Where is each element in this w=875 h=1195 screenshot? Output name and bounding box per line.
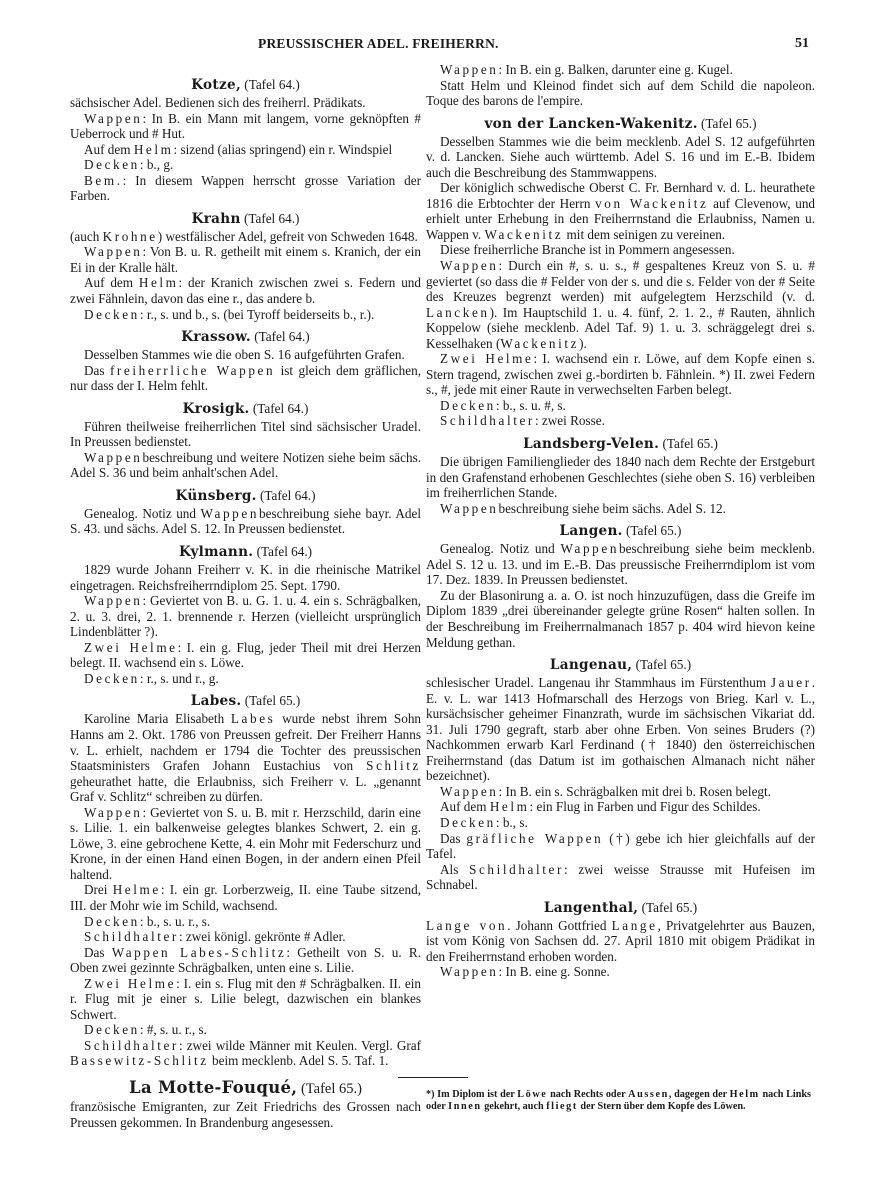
spaced-term: Wappen: [84, 244, 143, 260]
spaced-term: Wappen: [84, 593, 143, 609]
plate-reference: (Tafel 65.): [241, 693, 301, 709]
spaced-term: Wappen: [440, 964, 499, 980]
spaced-term: Bem.: [84, 172, 123, 188]
footnote: [426, 1089, 811, 1113]
family-name: Krassow.: [181, 329, 251, 346]
spaced-term: freiherrliche Wappen: [109, 362, 276, 378]
entry-heading: [70, 400, 421, 418]
spaced-term: Schildhalter: [440, 413, 535, 429]
family-name: Krosigk.: [182, 400, 250, 417]
paragraph: Schildhalter: zwei königl. gekrönte # Adler.: [84, 929, 346, 945]
spaced-term: Schildhalter: [84, 1037, 179, 1053]
spaced-term: Decken: [84, 157, 140, 173]
spaced-term: gräfliche Wappen: [466, 830, 604, 846]
paragraph: (auch Krohne) westfälischer Adel, gefreit von Schweden 1648.: [70, 228, 418, 244]
spaced-term: Wappen: [84, 110, 143, 126]
family-name: Langenau,: [549, 657, 633, 674]
paragraph: Schildhalter: zwei wilde Männer mit Keulen. Vergl. Graf Bassewitz-Schlitz beim mecklenb. Adel S. 5. Taf. 1.: [70, 1037, 421, 1069]
paragraph: Zwei Helme: I. ein g. Flug, jeder Theil mit drei Herzen belegt. II. wachsend ein s. Löwe.: [70, 639, 421, 671]
family-name: Langenthal,: [543, 899, 639, 916]
paragraph: Das freiherrliche Wappen ist gleich dem gräflichen, nur dass der I. Helm fehlt.: [70, 362, 421, 394]
paragraph: Wappen: Geviertet von B. u. G. 1. u. 4. ein s. Schrägbalken, 2. u. 3. drei, 2. 1. brennende r. Herzen (vielleicht ursprünglich Lindenblätter ?).: [70, 593, 421, 640]
paragraph: Genealog. Notiz und Wappenbeschreibung siehe bayr. Adel S. 43. und sächs. Adel S. 12. In Preussen bedienstet.: [70, 505, 421, 537]
spaced-term: Wappen: [440, 62, 499, 77]
spaced-term: Bassewitz-Schlitz: [70, 1053, 209, 1069]
spaced-term: fliegt: [546, 1101, 578, 1112]
spaced-term: Helm: [133, 141, 174, 157]
paragraph: Auf dem Helm: der Kranich zwischen zwei s. Federn und zwei Fähnlein, davon das eine r., das andere b.: [70, 275, 421, 307]
paragraph: Wappen: In B. ein g. Balken, darunter eine g. Kugel.: [440, 62, 733, 77]
paragraph: Zwei Helme: I. wachsend ein r. Löwe, auf dem Kopfe einen s. Stern tragend, zwischen zwei g.-bordirten b. Fähnlein. *) II. zwei Federn s., #, jede mit einer Raute in verwechselten Farben belegt.: [426, 351, 816, 398]
spaced-term: Löwe: [517, 1089, 548, 1100]
footnote-divider: [398, 1077, 468, 1078]
family-name: Langen.: [559, 523, 623, 540]
plate-reference: (Tafel 65.): [659, 436, 718, 452]
footnote-text: *) Im Diplom ist der Löwe nach Rechts oder Aussen, dagegen der Helm nach Links oder Innen gekehrt, auch fliegt der Stern über dem Kopfe des Löwen.: [426, 1089, 811, 1112]
plate-reference: (Tafel 65.): [622, 523, 682, 539]
plate-reference: (Tafel 64.): [240, 210, 300, 226]
family-name: La Motte-Fouqué,: [129, 1077, 298, 1097]
spaced-term: Wappen: [560, 541, 620, 557]
spaced-term: Wappen: [440, 500, 499, 516]
spaced-term: Wappen: [440, 783, 499, 799]
plate-reference: (Tafel 64.): [253, 544, 313, 560]
paragraph: Wappen: Durch ein #, s. u. s., # gespaltenes Kreuz von S. u. # geviertet (so dass die # Felder von der s. und die s. Felder von der # Seite des Kreuzes begrenzt werden) mit aufgelegtem Herzschild (v. d. Lancken). Im Hauptschild 1. u. 4. fünf, 2. 1. 2., # Rauten, ähnlich Koppelow (siehe mecklenb. Adel Taf. 9) 1. u. 3. schräggelegt drei s. Kesselhaken (Wackenitz).: [426, 258, 815, 351]
paragraph: Diese freiherrliche Branche ist in Pommern angesessen.: [440, 242, 735, 258]
paragraph: 1829 wurde Johann Freiherr v. K. in die rheinische Matrikel eingetragen. Reichsfreiherrndiplom 25. Sept. 1790.: [70, 562, 421, 593]
spaced-term: Zwei Helme: [84, 975, 177, 991]
paragraph: Drei Helme: I. ein gr. Lorberzweig, II. eine Taube sitzend, III. der Mohr wie im Schild, wachsend.: [70, 882, 421, 913]
entry-heading: [70, 1079, 421, 1098]
entry-heading: [70, 692, 421, 710]
paragraph: Auf dem Helm: sizend (alias springend) ein r. Windspiel: [84, 141, 393, 157]
paragraph: Zu der Blasonirung a. a. O. ist noch hinzuzufügen, dass die Greife im Diplom 1839 „drei übereinander gelegte grüne Rosen“ halten sollen. In der Beschreibung im Freiherrnalmanach 1857 p. 404 wird hievon keine Meldung gethan.: [426, 587, 815, 650]
family-name: Künsberg.: [175, 487, 257, 504]
right-column: [426, 62, 815, 980]
entry-heading: [426, 522, 815, 540]
spaced-term: Jauer: [770, 675, 812, 691]
entry-heading: [426, 899, 815, 917]
family-name: Kotze,: [191, 77, 241, 93]
paragraph: Wappen: In B. eine g. Sonne.: [440, 964, 610, 980]
paragraph: Bem.: In diesem Wappen herrscht grosse Variation der Farben.: [70, 172, 421, 204]
entry-heading: [70, 487, 421, 505]
spaced-term: Lange von: [426, 917, 508, 933]
paragraph: Als Schildhalter: zwei weisse Strausse mit Hufeisen im Schnabel.: [426, 861, 815, 893]
spaced-term: Wackenitz: [500, 335, 580, 351]
paragraph: Wappen: Von B. u. R. getheilt mit einem s. Kranich, der ein Ei in der Kralle hält.: [70, 244, 421, 275]
spaced-term: Helm: [489, 799, 530, 815]
entry-heading: [70, 543, 421, 561]
spaced-term: Decken: [84, 306, 140, 322]
paragraph: Karoline Maria Elisabeth Labes wurde nebst ihrem Sohn Hanns am 2. Okt. 1786 von Preussen gefreit. Der Freiherr Hanns v. L. erhielt, nachdem er 1794 die Tochter des preussischen Staatsministers Grafen Johann Eustachius von Schlitz geheurathet hatte, die Erlaubniss, sich Freiherr v. L. „genannt Graf v. Schlitz“ schreiben zu dürfen.: [70, 711, 422, 805]
plate-reference: (Tafel 64.): [241, 77, 300, 92]
spaced-term: Wappen: [84, 449, 143, 465]
running-header: [0, 36, 875, 56]
plate-reference: (Tafel 64.): [250, 329, 310, 345]
paragraph: Desselben Stammes wie die oben S. 16 aufgeführten Grafen.: [84, 347, 405, 363]
spaced-term: Wappen: [440, 258, 499, 274]
left-column: [70, 70, 421, 1130]
spaced-term: Zwei Helme: [84, 639, 178, 655]
paragraph: Decken: b., g.: [84, 157, 174, 173]
spaced-term: Lange: [611, 917, 658, 933]
family-name: Krahn: [191, 210, 241, 227]
paragraph: Decken: b., s. u. r., s.: [84, 913, 211, 929]
paragraph: Führen theilweise freiherrlichen Titel sind sächsischer Uradel. In Preussen bedienstet.: [70, 418, 421, 450]
paragraph: Der königlich schwedische Oberst C. Fr. Bernhard v. d. L. heurathete 1816 die Erbtochter der Herrn von Wackenitz auf Clevenow, und erhielt unter Erhebung in den Freiherrnstand die Erlaubniss, Namen u. Wappen v. Wackenitz mit dem seinigen zu vereinen.: [426, 180, 816, 242]
running-title: PREUSSISCHER ADEL. FREIHERRN.: [258, 36, 499, 51]
entry-heading: [426, 656, 815, 674]
spaced-term: Decken: [84, 670, 140, 686]
plate-reference: (Tafel 65.): [638, 899, 698, 915]
family-name: Kylmann.: [178, 544, 254, 561]
spaced-term: Innen: [448, 1101, 482, 1112]
paragraph: Wappen: In B. ein Mann mit langem, vorne geknöpften # Ueberrock und # Hut.: [70, 110, 421, 142]
paragraph: Das Wappen Labes-Schlitz: Getheilt von S. u. R. Oben zwei gezinnte Schrägbalken, unten eine s. Lilie.: [70, 944, 421, 976]
spaced-term: Helm: [729, 1089, 760, 1100]
spaced-term: Decken: [440, 814, 496, 830]
spaced-term: Helme: [112, 882, 161, 898]
spaced-term: Lancken: [426, 304, 490, 320]
paragraph: Decken: b., s. u. #, s.: [440, 397, 566, 413]
spaced-term: Schildhalter: [84, 929, 179, 945]
paragraph: Zwei Helme: I. ein s. Flug mit den # Schrägbalken. II. ein r. Flug mit je einer s. Lilie belegt, dazwischen ein blankes Schwert.: [70, 975, 422, 1022]
page-number: 51: [795, 36, 809, 51]
paragraph: sächsischer Adel. Bedienen sich des freiherrl. Prädikats.: [70, 95, 366, 110]
paragraph: Decken: r., s. und b., s. (bei Tyroff beiderseits b., r.).: [84, 306, 375, 322]
paragraph: Wappen: In B. ein s. Schrägbalken mit drei b. Rosen belegt.: [440, 783, 771, 799]
paragraph: Schildhalter: zwei Rosse.: [440, 413, 605, 429]
paragraph: schlesischer Uradel. Langenau ihr Stammhaus im Fürstenthum Jauer. E. v. L. war 1413 Hofmarschall des Herzogs von Brieg. Karl v. L., kursächsischer geheimer Finanzrath, wurde im sächsischen Vikariat dd. 31. Juli 1790 gegraft, starb aber ohne Erben. Von seines Bruders (?) Nachkommen erwarb Karl Ferdinand († 1840) den österreichischen Freiherrnstand (das Datum ist im gothaischen Almanach nicht näher bezeichnet).: [426, 675, 815, 784]
spaced-term: Zwei Helme: [440, 351, 534, 367]
paragraph: Wappenbeschreibung und weitere Notizen siehe beim sächs. Adel S. 36 und beim anhalt'schen Adel.: [70, 449, 421, 481]
spaced-term: Schlitz: [366, 758, 421, 774]
entry-heading: [70, 76, 421, 94]
family-name: von der Lancken-Wakenitz.: [484, 115, 698, 132]
entry-heading: [426, 115, 815, 133]
spaced-term: Labes: [230, 711, 276, 727]
spaced-term: Decken: [84, 913, 140, 929]
spaced-term: Aussen: [628, 1089, 669, 1100]
spaced-term: von Wackenitz: [595, 195, 709, 211]
paragraph: französische Emigranten, zur Zeit Friedrichs des Grossen nach Preussen gekommen. In Brandenburg angesessen.: [70, 1098, 421, 1130]
spaced-term: Helm: [138, 275, 179, 291]
plate-reference: (Tafel 64.): [249, 400, 309, 416]
plate-reference: (Tafel 65.): [632, 657, 692, 673]
spaced-term: Schildhalter: [469, 861, 564, 877]
paragraph: Genealog. Notiz und Wappenbeschreibung siehe beim mecklenb. Adel S. 12 u. 13. und im E.-B. Das preussische Freiherrndiplom ist vom 17. Dez. 1839. In Preussen bedienstet.: [426, 541, 815, 588]
entry-heading: [70, 328, 421, 346]
paragraph: Decken: r., s. und r., g.: [84, 670, 219, 686]
paragraph: Wappenbeschreibung siehe beim sächs. Adel S. 12.: [440, 500, 726, 516]
paragraph: Decken: #, s. u. r., s.: [84, 1022, 207, 1038]
spaced-term: Wappen: [200, 505, 260, 521]
spaced-term: Decken: [84, 1022, 140, 1038]
plate-reference: (Tafel 65.): [297, 1080, 362, 1097]
paragraph: Das gräfliche Wappen (†) gebe ich hier gleichfalls auf der Tafel.: [426, 830, 815, 862]
spaced-term: Wappen: [84, 804, 143, 820]
entry-heading: [70, 210, 421, 228]
paragraph: Decken: b., s.: [440, 814, 528, 830]
paragraph: Wappen: Geviertet von S. u. B. mit r. Herzschild, darin eine s. Lilie. 1. ein balkenweise gelegtes blankes Schwert, 2. ein g. Löwe, 3. eine gebrochene Kette, 4. ein Mohr mit Federschurz und Krone, in der einen Hand einen Bogen, in der andern einen Pfeil haltend.: [70, 804, 421, 882]
spaced-term: Wackenitz: [484, 226, 564, 242]
paragraph: Statt Helm und Kleinod findet sich auf dem Schild die napoleon. Toque des barons de l'empire.: [426, 77, 815, 109]
paragraph: Auf dem Helm: ein Flug in Farben und Figur des Schildes.: [440, 799, 761, 815]
plate-reference: (Tafel 64.): [256, 487, 316, 503]
plate-reference: (Tafel 65.): [697, 115, 757, 131]
spaced-term: Wappen Labes-Schlitz: [111, 944, 287, 960]
entry-heading: [426, 435, 815, 453]
paragraph: Desselben Stammes wie die beim mecklenb. Adel S. 12 aufgeführten v. d. Lancken. Siehe auch württemb. Adel S. 16 und im E.-B. Ibidem auch die Beschreibung des Stammwappens.: [426, 133, 815, 180]
family-name: Landsberg-Velen.: [523, 436, 660, 453]
paragraph: Die übrigen Familienglieder des 1840 nach dem Rechte der Erstgeburt in den Grafenstand erhobenen Geschlechtes (siehe oben S. 16) verbleiben im freiherrlichen Stande.: [426, 454, 815, 501]
spaced-term: Krohne: [102, 228, 158, 244]
family-name: Labes.: [190, 693, 242, 710]
paragraph: Lange von. Johann Gottfried Lange, Privatgelehrter aus Bauzen, ist vom König von Sachsen dd. 27. April 1810 mit obigem Prädikat in den Freiherrnstand erhoben worden.: [426, 917, 815, 964]
spaced-term: Decken: [440, 397, 496, 413]
